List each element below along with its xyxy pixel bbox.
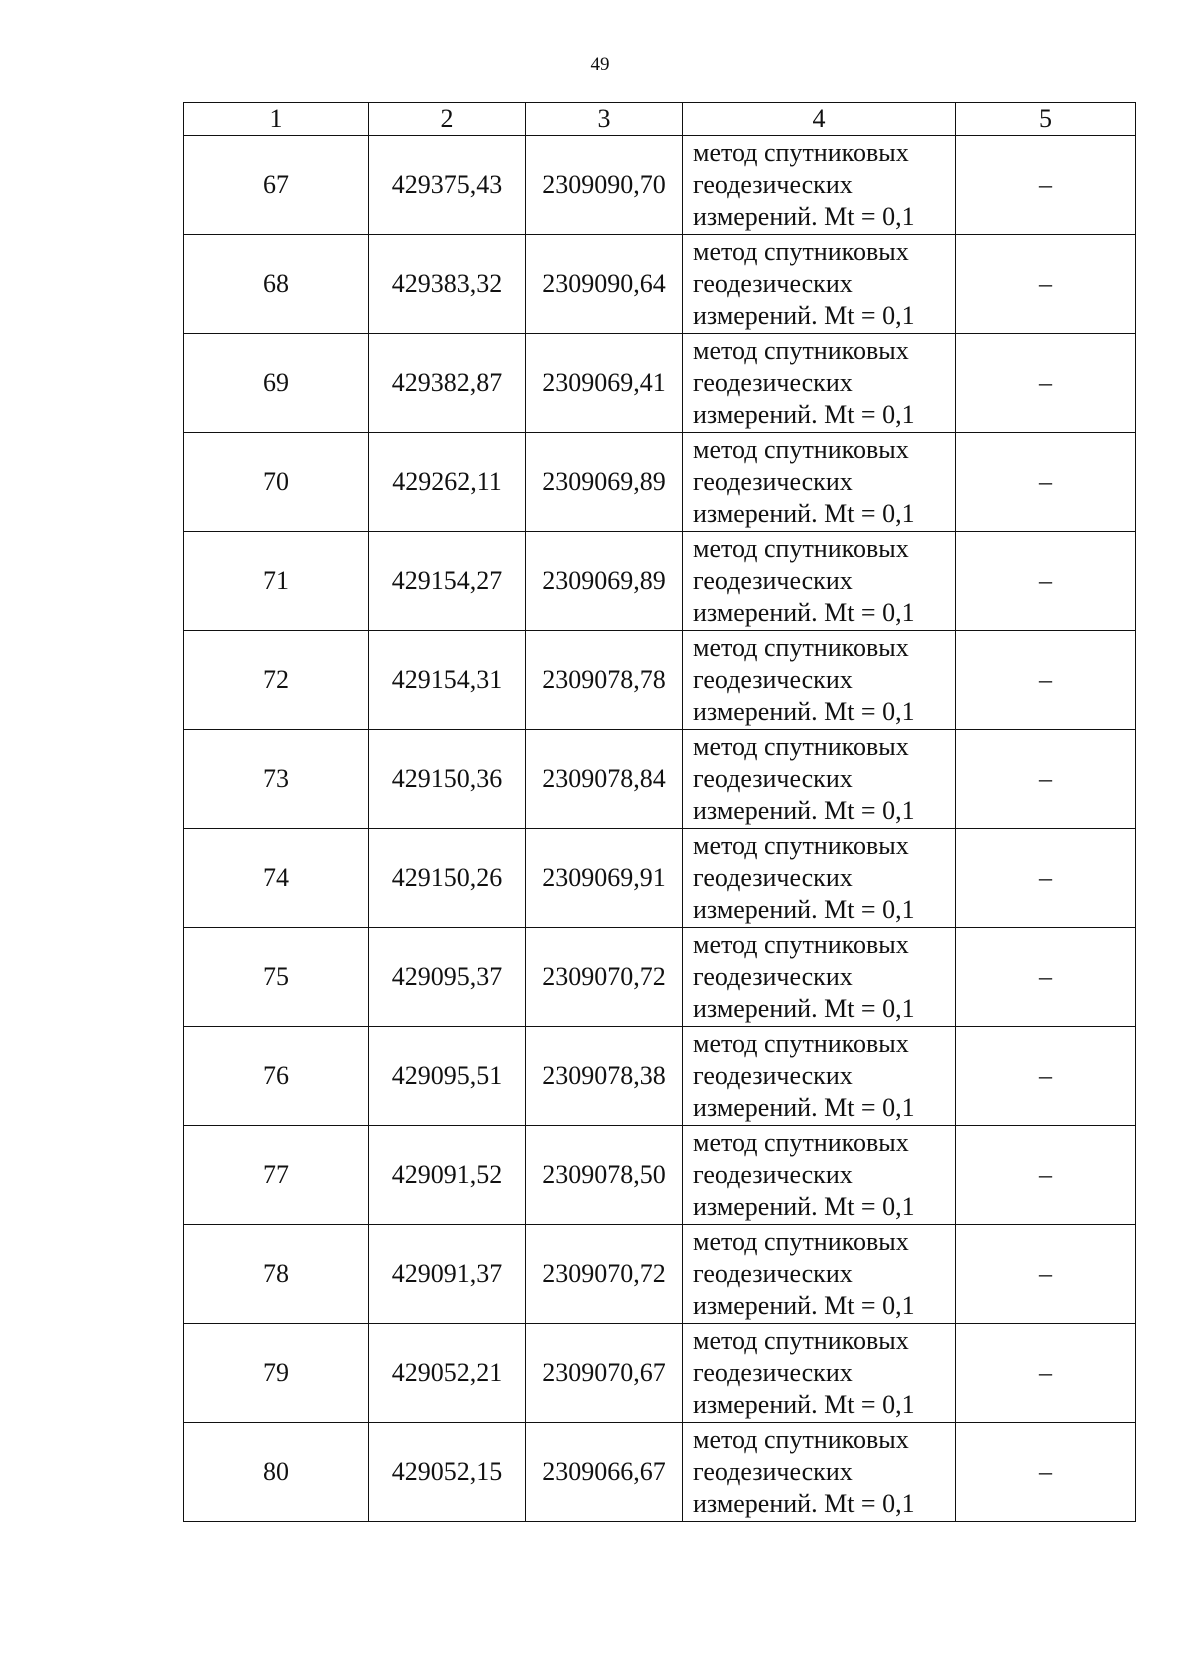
- method-line: метод спутниковых: [693, 1425, 909, 1454]
- point-number-cell: 79: [184, 1324, 369, 1423]
- coordinate-x-cell: 429383,32: [369, 235, 526, 334]
- method-line: измерений. Mt = 0,1: [693, 697, 915, 726]
- coordinate-y-cell: 2309070,72: [526, 1225, 683, 1324]
- method-line: измерений. Mt = 0,1: [693, 1390, 915, 1419]
- note-cell: –: [956, 1423, 1136, 1522]
- method-line: геодезических: [693, 467, 853, 496]
- point-number-cell: 77: [184, 1126, 369, 1225]
- coordinate-y-cell: 2309078,38: [526, 1027, 683, 1126]
- coordinate-x-cell: 429095,51: [369, 1027, 526, 1126]
- table-row: [184, 1027, 1136, 1126]
- note-cell: –: [956, 532, 1136, 631]
- method-line: измерений. Mt = 0,1: [693, 994, 915, 1023]
- table-row: [184, 136, 1136, 235]
- coordinate-x-cell: 429375,43: [369, 136, 526, 235]
- method-line: геодезических: [693, 1160, 853, 1189]
- table-row: [184, 1423, 1136, 1522]
- method-cell: [683, 235, 956, 334]
- method-line: измерений. Mt = 0,1: [693, 895, 915, 924]
- coordinate-x-cell: 429262,11: [369, 433, 526, 532]
- note-cell: –: [956, 235, 1136, 334]
- table-row: [184, 1324, 1136, 1423]
- method-line: измерений. Mt = 0,1: [693, 400, 915, 429]
- table-row: [184, 631, 1136, 730]
- note-cell: –: [956, 334, 1136, 433]
- coordinate-x-cell: 429091,52: [369, 1126, 526, 1225]
- method-cell: [683, 829, 956, 928]
- point-number-cell: 72: [184, 631, 369, 730]
- method-cell: [683, 1126, 956, 1225]
- coordinate-x-cell: 429382,87: [369, 334, 526, 433]
- coordinate-y-cell: 2309069,89: [526, 433, 683, 532]
- method-cell: [683, 631, 956, 730]
- method-line: геодезических: [693, 170, 853, 199]
- point-number-cell: 75: [184, 928, 369, 1027]
- column-header: 1: [184, 103, 369, 136]
- method-line: геодезических: [693, 269, 853, 298]
- method-line: геодезических: [693, 1358, 853, 1387]
- method-cell: [683, 1027, 956, 1126]
- note-cell: –: [956, 1324, 1136, 1423]
- method-line: геодезических: [693, 1259, 853, 1288]
- method-line: измерений. Mt = 0,1: [693, 1093, 915, 1122]
- column-header: 5: [956, 103, 1136, 136]
- point-number-cell: 76: [184, 1027, 369, 1126]
- method-cell: [683, 1423, 956, 1522]
- method-line: метод спутниковых: [693, 930, 909, 959]
- method-line: геодезических: [693, 665, 853, 694]
- coordinate-x-cell: 429150,26: [369, 829, 526, 928]
- method-line: метод спутниковых: [693, 1326, 909, 1355]
- method-line: измерений. Mt = 0,1: [693, 1192, 915, 1221]
- note-cell: –: [956, 1225, 1136, 1324]
- coordinate-x-cell: 429091,37: [369, 1225, 526, 1324]
- point-number-cell: 80: [184, 1423, 369, 1522]
- coordinate-x-cell: 429095,37: [369, 928, 526, 1027]
- note-cell: –: [956, 928, 1136, 1027]
- table-row: [184, 829, 1136, 928]
- page-number: 49: [590, 54, 610, 75]
- coordinate-x-cell: 429154,31: [369, 631, 526, 730]
- coordinate-x-cell: 429150,36: [369, 730, 526, 829]
- coordinate-y-cell: 2309078,50: [526, 1126, 683, 1225]
- method-line: метод спутниковых: [693, 138, 909, 167]
- coordinate-y-cell: 2309070,72: [526, 928, 683, 1027]
- coordinate-y-cell: 2309069,91: [526, 829, 683, 928]
- column-header: 4: [683, 103, 956, 136]
- method-line: измерений. Mt = 0,1: [693, 1291, 915, 1320]
- note-cell: –: [956, 730, 1136, 829]
- method-cell: [683, 532, 956, 631]
- coordinate-y-cell: 2309069,41: [526, 334, 683, 433]
- column-header: 2: [369, 103, 526, 136]
- method-line: метод спутниковых: [693, 1227, 909, 1256]
- coordinate-y-cell: 2309069,89: [526, 532, 683, 631]
- coordinate-y-cell: 2309078,84: [526, 730, 683, 829]
- method-line: метод спутниковых: [693, 732, 909, 761]
- table-body: [184, 136, 1136, 1522]
- note-cell: –: [956, 631, 1136, 730]
- method-line: измерений. Mt = 0,1: [693, 1489, 915, 1518]
- point-number-cell: 69: [184, 334, 369, 433]
- coordinates-table: [183, 102, 1136, 1522]
- method-line: геодезических: [693, 1061, 853, 1090]
- coordinate-y-cell: 2309090,64: [526, 235, 683, 334]
- method-line: метод спутниковых: [693, 534, 909, 563]
- table-row: [184, 235, 1136, 334]
- note-cell: –: [956, 136, 1136, 235]
- method-line: геодезических: [693, 764, 853, 793]
- point-number-cell: 73: [184, 730, 369, 829]
- table-row: [184, 433, 1136, 532]
- table-row: [184, 928, 1136, 1027]
- table-row: [184, 730, 1136, 829]
- method-line: метод спутниковых: [693, 633, 909, 662]
- table-row: [184, 1225, 1136, 1324]
- method-cell: [683, 1324, 956, 1423]
- table-row: [184, 334, 1136, 433]
- method-line: метод спутниковых: [693, 237, 909, 266]
- method-line: измерений. Mt = 0,1: [693, 598, 915, 627]
- method-cell: [683, 136, 956, 235]
- method-cell: [683, 334, 956, 433]
- method-line: геодезических: [693, 368, 853, 397]
- method-line: геодезических: [693, 962, 853, 991]
- note-cell: –: [956, 433, 1136, 532]
- method-cell: [683, 928, 956, 1027]
- method-line: измерений. Mt = 0,1: [693, 301, 915, 330]
- method-line: метод спутниковых: [693, 336, 909, 365]
- method-line: измерений. Mt = 0,1: [693, 499, 915, 528]
- point-number-cell: 67: [184, 136, 369, 235]
- table-header-row: [184, 103, 1136, 136]
- coordinate-y-cell: 2309078,78: [526, 631, 683, 730]
- coordinate-y-cell: 2309070,67: [526, 1324, 683, 1423]
- point-number-cell: 68: [184, 235, 369, 334]
- point-number-cell: 78: [184, 1225, 369, 1324]
- method-line: геодезических: [693, 1457, 853, 1486]
- point-number-cell: 70: [184, 433, 369, 532]
- point-number-cell: 71: [184, 532, 369, 631]
- note-cell: –: [956, 1126, 1136, 1225]
- coordinate-x-cell: 429154,27: [369, 532, 526, 631]
- coordinate-y-cell: 2309090,70: [526, 136, 683, 235]
- coordinate-x-cell: 429052,15: [369, 1423, 526, 1522]
- method-line: метод спутниковых: [693, 831, 909, 860]
- coordinate-x-cell: 429052,21: [369, 1324, 526, 1423]
- coordinate-y-cell: 2309066,67: [526, 1423, 683, 1522]
- method-cell: [683, 1225, 956, 1324]
- method-cell: [683, 433, 956, 532]
- method-line: метод спутниковых: [693, 1128, 909, 1157]
- point-number-cell: 74: [184, 829, 369, 928]
- method-line: метод спутниковых: [693, 435, 909, 464]
- column-header: 3: [526, 103, 683, 136]
- method-line: геодезических: [693, 863, 853, 892]
- note-cell: –: [956, 1027, 1136, 1126]
- note-cell: –: [956, 829, 1136, 928]
- table-row: [184, 532, 1136, 631]
- method-line: метод спутниковых: [693, 1029, 909, 1058]
- method-cell: [683, 730, 956, 829]
- method-line: измерений. Mt = 0,1: [693, 796, 915, 825]
- method-line: геодезических: [693, 566, 853, 595]
- table-row: [184, 1126, 1136, 1225]
- coordinates-table-container: [183, 102, 1135, 1522]
- method-line: измерений. Mt = 0,1: [693, 202, 915, 231]
